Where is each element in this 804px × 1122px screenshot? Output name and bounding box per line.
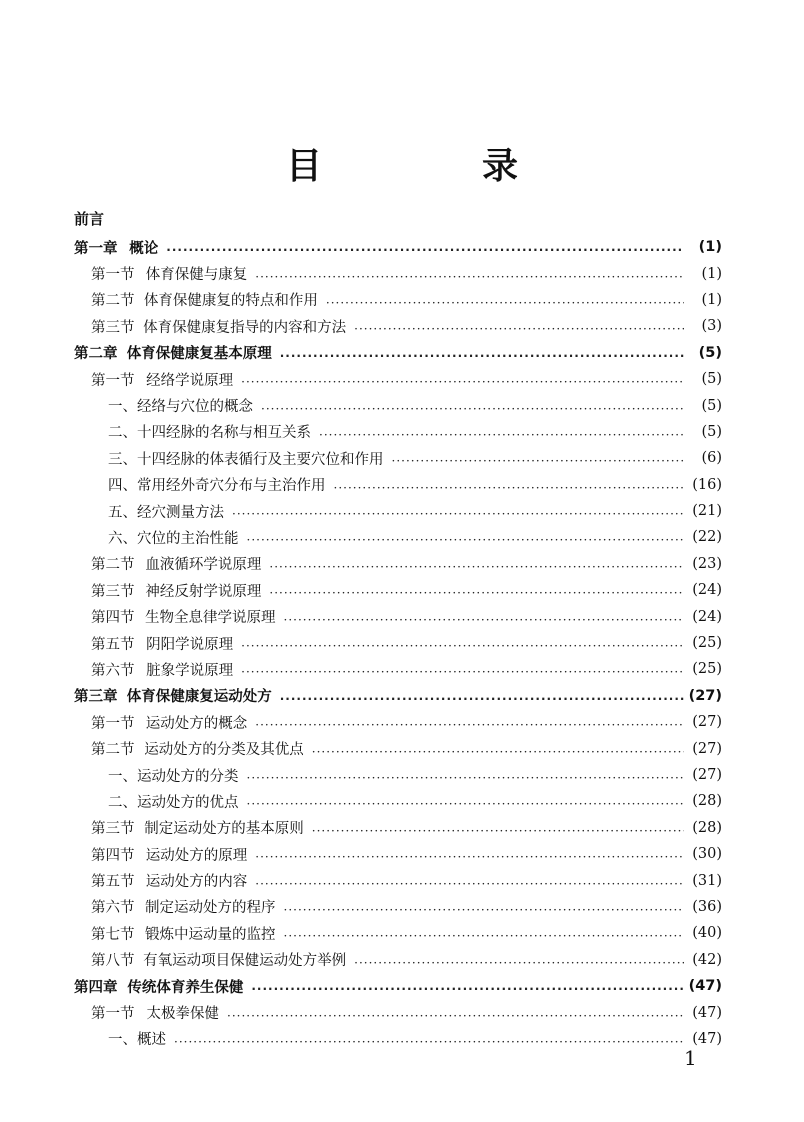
- toc-entry-title: 二、十四经脉的名称与相互关系: [108, 425, 311, 442]
- toc-entry-page: (25): [692, 661, 722, 678]
- toc-entry-page: (5): [701, 371, 722, 388]
- toc-entry-title: 传统体育养生保健: [127, 979, 244, 996]
- toc-entry-title: 生物全息律学说原理: [145, 610, 276, 627]
- toc-entry-section: [74, 603, 722, 629]
- toc-entry-sub: [74, 498, 722, 524]
- toc-entry-section: [74, 287, 722, 313]
- toc-dot-leader: [255, 717, 684, 733]
- toc-dot-leader: [280, 348, 684, 364]
- toc-entry-section: [74, 656, 722, 682]
- toc-dot-leader: [392, 453, 685, 469]
- toc-entry-page: (21): [692, 503, 722, 520]
- toc-entry-section: [74, 999, 722, 1025]
- toc-entry-title: 五、经穴测量方法: [108, 504, 224, 521]
- toc-dot-leader: [241, 638, 684, 654]
- toc-entry-page: (28): [692, 793, 722, 810]
- toc-dot-leader: [354, 321, 684, 337]
- toc-entry-title: 概论: [129, 240, 159, 257]
- toc-entry-page: (27): [692, 740, 722, 757]
- toc-entry-number: 第六节: [91, 662, 135, 679]
- toc-entry-title: 体育保健康复运动处方: [126, 689, 272, 706]
- toc-dot-leader: [284, 928, 684, 944]
- toc-entry-page: (47): [692, 1004, 722, 1021]
- toc-entry-chapter: [74, 973, 722, 999]
- toc-entry-page: (24): [692, 582, 722, 599]
- toc-dot-leader: [255, 849, 684, 865]
- toc-dot-leader: [174, 1034, 684, 1050]
- table-of-contents: [74, 234, 722, 1052]
- toc-entry-title: 经络学说原理: [146, 372, 234, 389]
- toc-entry-number: 第三节: [91, 821, 135, 838]
- toc-entry-section: [74, 841, 722, 867]
- toc-entry-section: [74, 260, 722, 286]
- toc-entry-title: 制定运动处方的基本原则: [144, 821, 304, 838]
- toc-entry-title: 体育保健康复基本原理: [126, 346, 272, 363]
- toc-entry-section: [74, 577, 722, 603]
- toc-dot-leader: [261, 401, 684, 417]
- toc-entry-page: (31): [692, 872, 722, 889]
- toc-entry-sub: [74, 445, 722, 471]
- toc-entry-page: (27): [688, 687, 722, 704]
- toc-entry-page: (30): [692, 846, 722, 863]
- toc-entry-page: (47): [688, 978, 722, 995]
- toc-entry-number: 第二节: [91, 293, 135, 310]
- toc-dot-leader: [166, 242, 684, 258]
- toc-entry-sub: [74, 524, 722, 550]
- toc-dot-leader: [247, 796, 685, 812]
- toc-entry-page: (42): [692, 951, 722, 968]
- toc-entry-section: [74, 867, 722, 893]
- toc-preface: 前言: [74, 210, 105, 228]
- toc-entry-title: 三、十四经脉的体表循行及主要穴位和作用: [108, 451, 384, 468]
- toc-entry-number: 第四节: [91, 847, 135, 864]
- toc-dot-leader: [255, 269, 684, 285]
- toc-entry-chapter: [74, 340, 722, 366]
- toc-entry-page: (1): [701, 265, 722, 282]
- toc-entry-number: 第五节: [91, 874, 135, 891]
- toc-entry-title: 锻炼中运动量的监控: [145, 926, 276, 943]
- toc-entry-sub: [74, 472, 722, 498]
- toc-entry-number: 第四章: [74, 979, 118, 996]
- toc-entry-page: (22): [692, 529, 722, 546]
- toc-entry-sub: [74, 392, 722, 418]
- toc-entry-page: (5): [701, 397, 722, 414]
- page-title: 目 录: [285, 146, 580, 187]
- toc-entry-number: 第三章: [74, 689, 118, 706]
- toc-dot-leader: [241, 664, 684, 680]
- toc-dot-leader: [334, 480, 685, 496]
- toc-entry-page: (28): [692, 819, 722, 836]
- toc-entry-number: 第二节: [91, 557, 135, 574]
- toc-entry-section: [74, 630, 722, 656]
- toc-entry-page: (47): [692, 1030, 722, 1047]
- toc-entry-number: 第一节: [91, 715, 135, 732]
- toc-dot-leader: [312, 744, 684, 760]
- toc-entry-number: 第六节: [91, 900, 135, 917]
- toc-entry-page: (25): [692, 635, 722, 652]
- toc-entry-page: (1): [701, 291, 722, 308]
- toc-entry-title: 一、运动处方的分类: [108, 768, 239, 785]
- toc-entry-number: 第三节: [91, 583, 135, 600]
- toc-entry-title: 太极拳保健: [146, 1006, 219, 1023]
- toc-entry-number: 第五节: [91, 636, 135, 653]
- toc-dot-leader: [255, 876, 684, 892]
- toc-entry-page: (16): [692, 476, 722, 493]
- toc-entry-section: [74, 920, 722, 946]
- toc-entry-number: 第二节: [91, 742, 135, 759]
- toc-entry-section: [74, 947, 722, 973]
- toc-entry-sub: [74, 762, 722, 788]
- toc-entry-page: (27): [692, 767, 722, 783]
- toc-entry-sub: [74, 788, 722, 814]
- toc-entry-section: [74, 709, 722, 735]
- toc-entry-title: 阴阳学说原理: [146, 636, 234, 653]
- toc-entry-number: 第二章: [74, 346, 118, 363]
- page-number: 1: [684, 1046, 697, 1070]
- toc-entry-page: (1): [698, 239, 722, 256]
- toc-entry-title: 四、常用经外奇穴分布与主治作用: [108, 478, 326, 495]
- toc-entry-title: 一、经络与穴位的概念: [108, 399, 253, 416]
- toc-entry-page: (24): [692, 608, 722, 625]
- toc-dot-leader: [312, 823, 684, 839]
- toc-dot-leader: [247, 532, 685, 548]
- toc-entry-chapter: [74, 234, 722, 260]
- toc-entry-title: 体育保健康复指导的内容和方法: [143, 319, 347, 336]
- toc-entry-title: 二、运动处方的优点: [108, 794, 239, 811]
- toc-dot-leader: [284, 612, 684, 628]
- toc-dot-leader: [326, 295, 684, 311]
- toc-entry-title: 有氧运动项目保健运动处方举例: [143, 953, 347, 970]
- toc-dot-leader: [269, 559, 684, 575]
- toc-entry-number: 第三节: [91, 319, 135, 336]
- toc-entry-number: 第八节: [91, 953, 135, 970]
- toc-entry-sub: [74, 1026, 722, 1052]
- toc-entry-title: 体育保健与康复: [145, 267, 248, 284]
- toc-entry-number: 第七节: [91, 926, 135, 943]
- toc-entry-title: 脏象学说原理: [146, 662, 234, 679]
- toc-dot-leader: [354, 955, 684, 971]
- toc-entry-page: (23): [692, 555, 722, 572]
- toc-dot-leader: [284, 902, 684, 918]
- toc-entry-page: (6): [701, 450, 722, 467]
- toc-entry-title: 运动处方的原理: [145, 847, 248, 864]
- toc-entry-page: (40): [692, 925, 722, 942]
- toc-entry-title: 一、概述: [108, 1032, 166, 1049]
- toc-entry-page: (36): [692, 898, 722, 915]
- toc-entry-section: [74, 894, 722, 920]
- toc-entry-title: 运动处方的概念: [145, 715, 248, 732]
- toc-dot-leader: [247, 770, 685, 786]
- toc-entry-title: 制定运动处方的程序: [145, 900, 276, 917]
- toc-entry-page: (5): [698, 344, 722, 361]
- toc-entry-section: [74, 815, 722, 841]
- toc-entry-title: 六、穴位的主治性能: [108, 530, 239, 547]
- toc-entry-number: 第一章: [74, 240, 118, 257]
- toc-entry-number: 第四节: [91, 610, 135, 627]
- toc-dot-leader: [227, 1008, 684, 1024]
- toc-entry-title: 运动处方的分类及其优点: [144, 742, 304, 759]
- toc-entry-page: (27): [692, 714, 722, 731]
- toc-entry-sub: [74, 419, 722, 445]
- toc-entry-section: [74, 551, 722, 577]
- toc-entry-chapter: [74, 683, 722, 709]
- toc-entry-section: [74, 735, 722, 761]
- toc-entry-section: [74, 366, 722, 392]
- toc-entry-page: (5): [701, 423, 722, 440]
- toc-entry-title: 体育保健康复的特点和作用: [143, 293, 318, 310]
- toc-dot-leader: [269, 585, 684, 601]
- toc-entry-title: 血液循环学说原理: [145, 557, 262, 574]
- toc-dot-leader: [319, 427, 684, 443]
- toc-entry-number: 第一节: [91, 372, 135, 389]
- toc-dot-leader: [241, 374, 684, 390]
- toc-entry-number: 第一节: [91, 267, 135, 284]
- toc-entry-title: 运动处方的内容: [145, 874, 248, 891]
- toc-dot-leader: [232, 506, 684, 522]
- toc-dot-leader: [251, 981, 684, 997]
- toc-entry-page: (3): [701, 318, 722, 335]
- toc-entry-number: 第一节: [91, 1006, 135, 1023]
- toc-entry-section: [74, 313, 722, 339]
- toc-entry-title: 神经反射学说原理: [145, 583, 262, 600]
- toc-dot-leader: [280, 691, 684, 707]
